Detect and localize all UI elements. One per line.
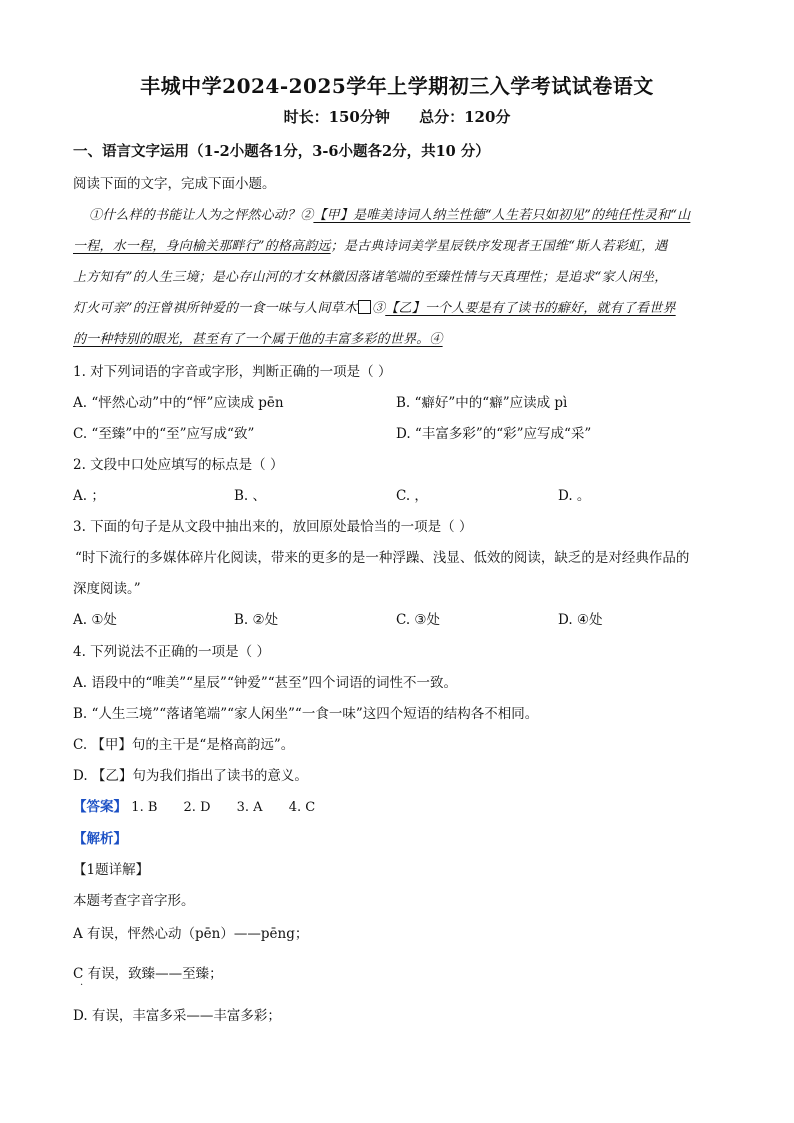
question-1-stem: 1. 对下列词语的字音或字形，判断正确的一项是（ ） [73,364,392,380]
passage-2a: 一程，水一程，身向榆关那畔行”的格高韵远 [73,239,331,254]
analysis-label: 【解析】 [73,831,127,847]
question-3-option-d[interactable]: D. ④处 [558,612,603,628]
question-3-quote-line-2: 深度阅读。” [73,581,141,597]
analysis-item-c: C 有误，致臻——至臻； [73,966,223,982]
question-2-stem: 2. 文段中口处应填写的标点是（ ） [73,457,284,473]
passage-line-1 [89,204,737,223]
passage-5: 的一种特别的眼光，甚至有了一个属于他的丰富多彩的世界。④ [73,332,443,347]
answer-row [73,795,337,815]
answer-item: 3. A [236,800,263,815]
passage-4c: 【乙】一个人要是有了读书的癖好，就有了看世界 [385,301,676,316]
question-4-option-a[interactable]: A. 语段中的“唯美”“星辰”“钟爱”“甚至”四个词语的词性不一致。 [73,675,458,691]
answer-item: 1. B [131,800,158,815]
question-3-quote-line-1: “时下流行的多媒体碎片化阅读，带来的更多的是一种浮躁、浅显、低效的阅读，缺乏的是对经典作品的 [75,550,690,566]
answer-items [131,800,337,815]
question-2-option-d[interactable]: D. 。 [558,488,591,504]
question-2-option-a[interactable]: A. ； [73,488,105,504]
analysis-intro: 本题考查字音字形。 [73,893,195,909]
passage-line-2 [73,235,721,254]
stray-mark: · [80,980,84,991]
question-4-stem: 4. 下列说法不正确的一项是（ ） [73,644,270,660]
exam-meta [0,106,794,127]
duration-text: 时长：150分钟 [283,108,390,126]
passage-1b: 【甲】是唯美诗词人纳兰性德“人生若只如初见”的纯任性灵和“山 [313,208,691,223]
answer-item: 2. D [183,800,211,815]
section-heading: 一、语言文字运用（1-2小题各1分，3-6小题各2分，共10 分） [73,143,490,160]
question-2-option-b[interactable]: B. 、 [234,488,267,504]
question-1-option-a[interactable]: A. “怦然心动”中的“怦”应读成 pēn [73,395,284,411]
passage-1a: ①什么样的书能让人为之怦然心动？② [89,208,314,223]
question-1-option-b[interactable]: B. “癖好”中的“癖”应读成 pì [396,395,568,411]
total-score-text: 总分：120分 [419,108,511,126]
passage-line-3: 上方知有”的人生三境；是心存山河的才女林徽因落诸笔端的至臻性情与天真理性；是追求“家人闲坐， [73,270,668,285]
passage-2b: ；是古典诗词美学星辰铁序发现者王国维“斯人若彩虹，遇 [330,239,668,254]
question-1-option-c[interactable]: C. “至臻”中的“至”应写成“致” [73,426,255,442]
question-4-option-c[interactable]: C. 【甲】句的主干是“是格高韵远”。 [73,737,295,753]
blank-box [358,300,371,314]
passage-line-4 [73,297,721,316]
question-3-option-b[interactable]: B. ②处 [234,612,279,628]
question-4-option-d[interactable]: D. 【乙】句为我们指出了读书的意义。 [73,768,308,784]
passage-line-5 [73,328,721,347]
question-3-option-a[interactable]: A. ①处 [73,612,117,628]
question-3-stem: 3. 下面的句子是从文段中抽出来的，放回原处最恰当的一项是（ ） [73,519,473,535]
answer-item: 4. C [288,800,316,815]
answer-label: 【答案】 [73,799,127,815]
question-3-option-c[interactable]: C. ③处 [396,612,441,628]
page-title: 丰城中学2024-2025学年上学期初三入学考试试卷语文 [140,74,654,98]
question-4-option-b[interactable]: B. “人生三境”“落诸笔端”“家人闲坐”“一食一味”这四个短语的结构各不相同。 [73,706,539,722]
analysis-item-a: A 有误，怦然心动（pēn）——pēng； [73,926,309,942]
passage-4b: ③ [372,301,386,316]
analysis-item-d: D. 有误，丰富多采——丰富多彩； [73,1008,281,1024]
question-1-option-d[interactable]: D. “丰富多彩”的“彩”应写成“采” [396,426,592,442]
passage-4a: 灯火可亲”的汪曾祺所钟爱的一食一味与人间草木 [73,301,358,316]
analysis-detail-heading: 【1题详解】 [73,862,150,878]
section-instruction: 阅读下面的文字，完成下面小题。 [73,176,276,192]
question-2-option-c[interactable]: C. ， [396,488,428,504]
